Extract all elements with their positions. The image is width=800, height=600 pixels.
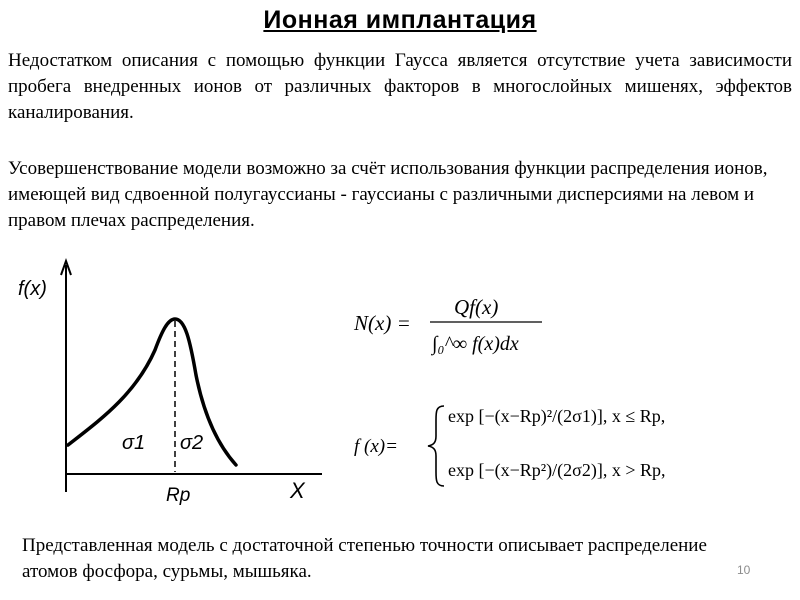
- y-axis-label: f(x): [18, 278, 47, 300]
- formula-n-numerator: Qf(x): [454, 295, 499, 319]
- sigma-left-label: σ1: [122, 432, 146, 454]
- paragraph-model-conclusion: Представленная модель с достаточной степенью точности описывает распределение атомов фосфора, сурьмы, мышьяка.: [22, 535, 707, 582]
- x-axis-label: X: [290, 478, 305, 503]
- formula-n-lhs: N(x) =: [354, 311, 411, 335]
- slide-number: 10: [737, 563, 751, 577]
- piecewise-brace: [428, 406, 444, 486]
- peak-label-rp: Rp: [166, 485, 191, 506]
- sigma-right-label: σ2: [180, 432, 204, 454]
- distribution-graph: [0, 255, 340, 510]
- formula-f-case2: exp [−(x−Rp²)/(2σ2)], x > Rp,: [448, 460, 666, 480]
- formula-f-case1: exp [−(x−Rp)²/(2σ1)], x ≤ Rp,: [448, 406, 666, 426]
- paragraph-model-improvement: Усовершенствование модели возможно за счёт использования функции распределения ионов, имеющей вид сдвоенной полугауссианы - гауссианы с различными дисперсиями на левом и правом плечах распределения.: [8, 158, 768, 231]
- formula-f-lhs: f (x)=: [354, 436, 398, 457]
- formula-piecewise: [352, 398, 752, 490]
- distribution-curve: [68, 319, 236, 465]
- paragraph-gauss-drawback: Недостатком описания с помощью функции Гаусса является отсутствие учета зависимости пробега внедренных ионов от различных факторов в многослойных мишенях, эффектов каналирования.: [8, 50, 792, 123]
- slide-title: Ионная имплантация: [263, 6, 537, 34]
- formula-n-denominator: ∫₀^∞ f(x)dx: [432, 333, 519, 355]
- formula-normalization: [350, 288, 550, 368]
